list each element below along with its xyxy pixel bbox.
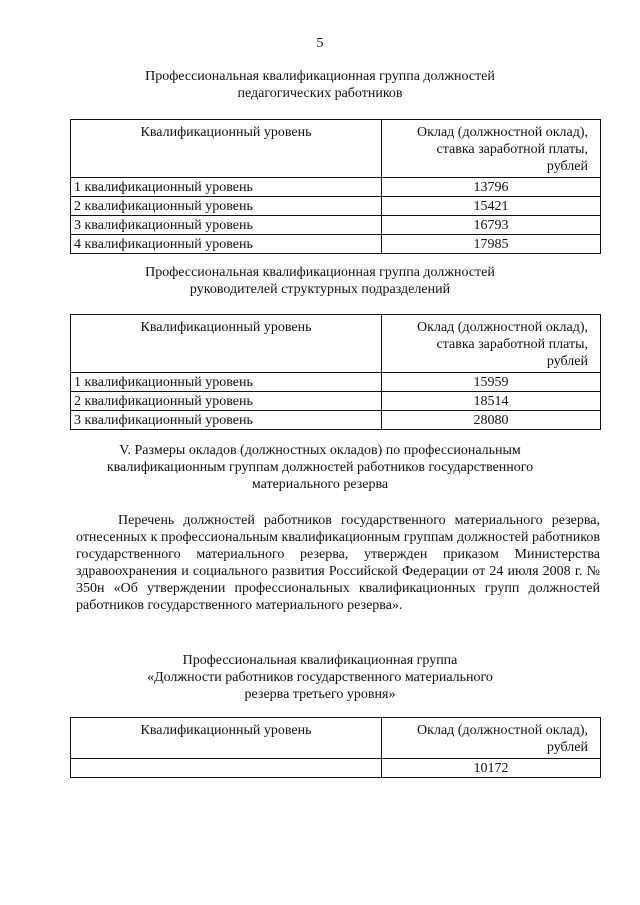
table-row — [71, 235, 601, 254]
table1-header-salary — [382, 120, 601, 178]
table1-level-cell: 4 квалификационный уровень — [71, 235, 382, 254]
table3-header-level: Квалификационный уровень — [71, 718, 382, 759]
table1-header-salary-line: рублей — [546, 159, 588, 174]
table3-heading-line: Профессиональная квалификационная группа — [182, 653, 458, 668]
table-row — [71, 759, 601, 778]
table2 — [70, 314, 601, 430]
table3-header-salary-line: рублей — [546, 740, 588, 755]
table2-header-level: Квалификационный уровень — [71, 315, 382, 373]
table1-salary-cell: 16793 — [382, 216, 601, 235]
table2-level-cell: 3 квалификационный уровень — [71, 411, 382, 430]
table-row — [71, 392, 601, 411]
table-row — [71, 373, 601, 392]
table2-header-salary — [382, 315, 601, 373]
table3-heading — [0, 652, 640, 703]
table2-header-salary-line: рублей — [546, 354, 588, 369]
table1-level-cell: 2 квалификационный уровень — [71, 197, 382, 216]
table1-level-cell: 1 квалификационный уровень — [71, 178, 382, 197]
table1-heading-line: Профессиональная квалификационная группа должностей — [145, 69, 495, 84]
table3-header-salary — [382, 718, 601, 759]
table3-level-cell — [71, 759, 382, 778]
table2-salary-cell: 15959 — [382, 373, 601, 392]
table2-heading-line: руководителей структурных подразделений — [189, 282, 451, 297]
table2-heading-line: Профессиональная квалификационная группа должностей — [145, 265, 495, 280]
table-row — [71, 411, 601, 430]
table2-header-row — [71, 315, 601, 373]
section5-heading-line: квалификационным группам должностей работников государственного — [106, 460, 534, 475]
table3 — [70, 717, 601, 778]
table1-heading — [0, 68, 640, 102]
table-row — [71, 178, 601, 197]
table3-salary-cell: 10172 — [382, 759, 601, 778]
table1-level-cell: 3 квалификационный уровень — [71, 216, 382, 235]
table-row — [71, 197, 601, 216]
section5-heading — [0, 442, 640, 493]
table2-heading — [0, 264, 640, 298]
table2-salary-cell: 28080 — [382, 411, 601, 430]
table1-header-row — [71, 120, 601, 178]
section5-heading-line: V. Размеры окладов (должностных окладов) по профессиональным — [119, 443, 521, 458]
table1-header-salary-line: Оклад (должностной оклад), — [417, 125, 588, 140]
table1 — [70, 119, 601, 254]
section5-heading-line: материального резерва — [251, 477, 389, 492]
table3-header-row — [71, 718, 601, 759]
table3-header-salary-line: Оклад (должностной оклад), — [417, 723, 588, 738]
table2-header-salary-line: ставка заработной платы, — [436, 337, 588, 352]
table2-header-salary-line: Оклад (должностной оклад), — [417, 320, 588, 335]
table2-level-cell: 2 квалификационный уровень — [71, 392, 382, 411]
table3-heading-line: «Должности работников государственного материального — [147, 670, 493, 685]
page-number: 5 — [316, 36, 324, 51]
table1-salary-cell: 15421 — [382, 197, 601, 216]
table1-salary-cell: 17985 — [382, 235, 601, 254]
table1-salary-cell: 13796 — [382, 178, 601, 197]
table2-salary-cell: 18514 — [382, 392, 601, 411]
table1-header-level: Квалификационный уровень — [71, 120, 382, 178]
table3-heading-line: резерва третьего уровня» — [244, 687, 396, 702]
section5-paragraph: Перечень должностей работников государственного материального резерва, отнесенных к профессиональным квалификационным группам должностей работников государственного материального резерва, утвержден приказом Министерства здравоохранения и социального развития Российской Федерации от 24 июля 2008 г. № 350н «Об утверждении профессиональных квалификационных групп должностей работников государственного материального резерва». — [76, 513, 600, 613]
table-row — [71, 216, 601, 235]
table2-level-cell: 1 квалификационный уровень — [71, 373, 382, 392]
table1-header-salary-line: ставка заработной платы, — [436, 142, 588, 157]
table1-heading-line: педагогических работников — [237, 86, 403, 101]
